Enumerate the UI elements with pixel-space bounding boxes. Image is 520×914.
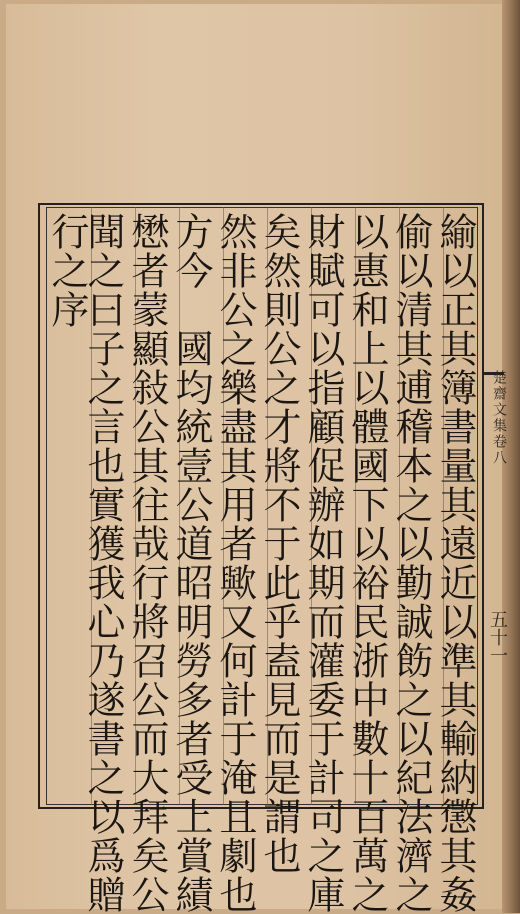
text-column-10: 行之序	[45, 212, 89, 329]
text-column-9: 聞之曰子之言也實獲我心乃遂書之以爲贈	[81, 212, 125, 914]
text-column-6: 然非公之樂盡其用者歟又何計于淹且劇也	[213, 212, 257, 914]
page-number: 五十一	[487, 610, 508, 664]
text-column-3: 以惠和上以體國下以裕民浙中數十百萬之	[345, 212, 389, 914]
text-column-1: 緰以正其簿書量其遠近以準其輸納懲其姦	[433, 212, 477, 914]
text-column-4: 財賦可以指顧促辦如期而灌委于計司之庫	[301, 212, 345, 914]
text-column-8: 懋者蒙顯敍公其往哉行將召公而大拜矣公	[125, 212, 169, 914]
margin-title: 楚齋文集卷八	[491, 370, 507, 466]
text-column-7: 方今 國均統壹公道昭明勞多者受上賞績	[169, 212, 213, 914]
text-column-5: 矣然則公之才將不于此乎盍見而是謂也	[257, 212, 301, 875]
text-column-2: 偷以清其逋稽本之以勤誠飭之以紀法濟之	[389, 212, 433, 914]
